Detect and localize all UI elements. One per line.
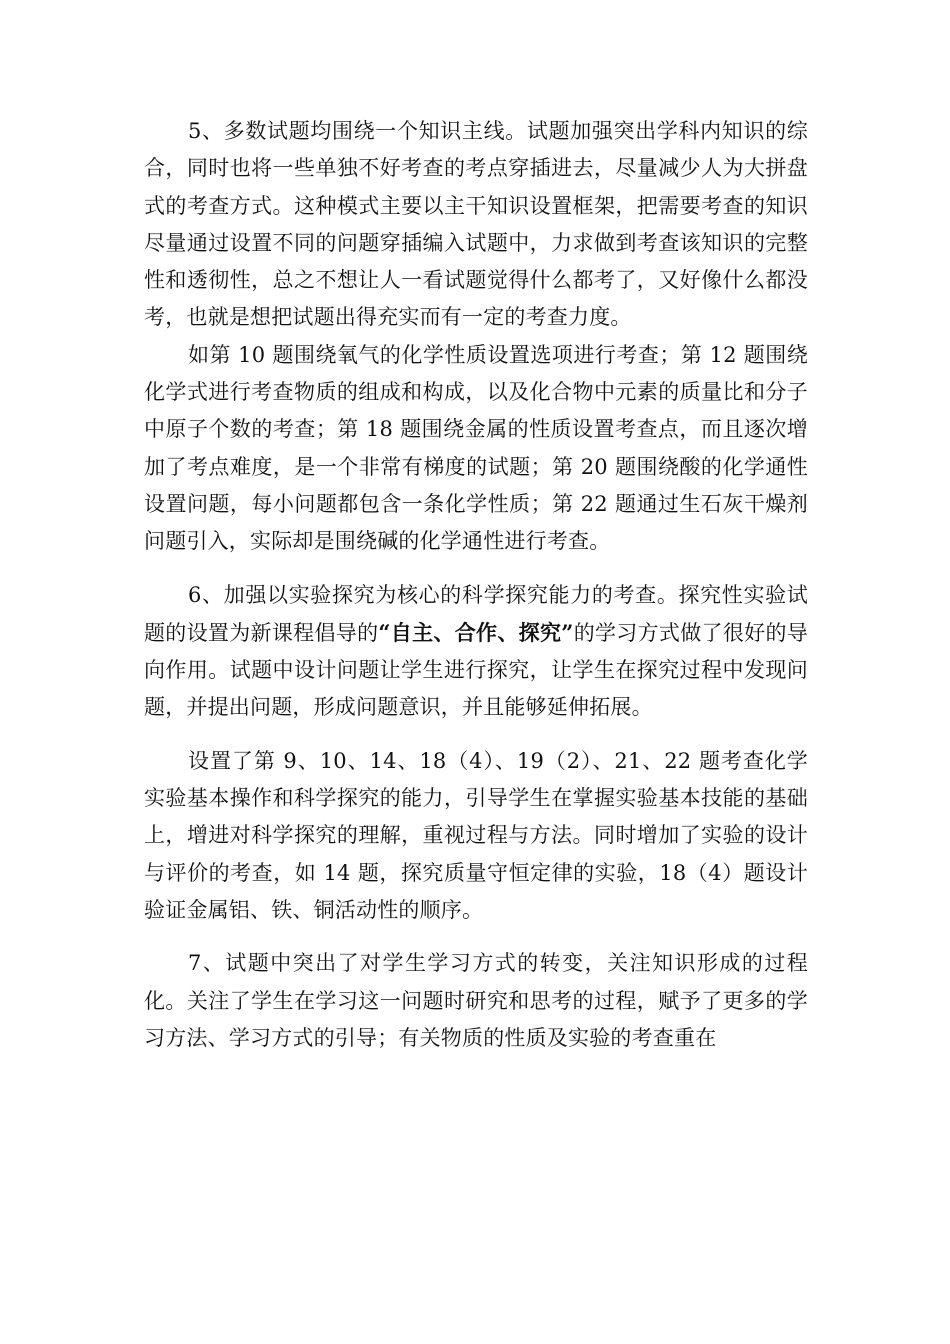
paragraph-point-6-lead: 6、加强以实验探究为核心的科学探究能力的考查。探究性实验试题的设置为新课程倡导的: [144, 582, 808, 645]
paragraph-point-5: 5、多数试题均围绕一个知识主线。试题加强突出学科内知识的综合，同时也将一些单独不好考查的考点穿插进去，尽量减少人为大拼盘式的考查方式。这种模式主要以主干知识设置框架，把需要考查的知识尽量通过设置不同的问题穿插编入试题中，力求做到考查该知识的完整性和透彻性，总之不想让人一看试题觉得什么都考了，又好像什么都没考，也就是想把试题出得充实而有一定的考查力度。: [144, 119, 808, 330]
paragraph-point-5-examples: 如第 10 题围绕氧气的化学性质设置选项进行考查；第 12 题围绕化学式进行考查物质的组成和构成，以及化合物中元素的质量比和分子中原子个数的考查；第 18 题围绕金属的性质设置考查点，而且逐次增加了考点难度，是一个非常有梯度的试题；第 20 题围绕酸的化学通性设置问题，每小问题都包含一条化学性质；第 22 题通过生石灰干燥剂问题引入，实际却是围绕碱的化学通性进行考查。: [144, 342, 808, 554]
paragraph-point-6-emphasis: “自主、合作、探究”: [378, 619, 574, 645]
paragraph-point-6-tail: 的学习方式做了很好的导向作用。试题中设计问题让学生进行探究，让学生在探究过程中发现问题，并提出问题，形成问题意识，并且能够延伸拓展。: [144, 620, 808, 720]
paragraph-point-6-examples: 设置了第 9、10、14、18（4）、19（2）、21、22 题考查化学实验基本操作和科学探究的能力，引导学生在掌握实验基本技能的基础上，增进对科学探究的理解，重视过程与方法。同时增加了实验的设计与评价的考查，如 14 题，探究质量守恒定律的实验，18（4）题设计验证金属铝、铁、铜活动性的顺序。: [144, 748, 808, 922]
document-body: [144, 113, 808, 1057]
paragraph-point-7: 7、试题中突出了对学生学习方式的转变，关注知识形成的过程化。关注了学生在学习这一问题时研究和思考的过程，赋予了更多的学习方法、学习方式的引导；有关物质的性质及实验的考查重在: [144, 951, 808, 1050]
paragraph-point-6: [144, 577, 808, 727]
